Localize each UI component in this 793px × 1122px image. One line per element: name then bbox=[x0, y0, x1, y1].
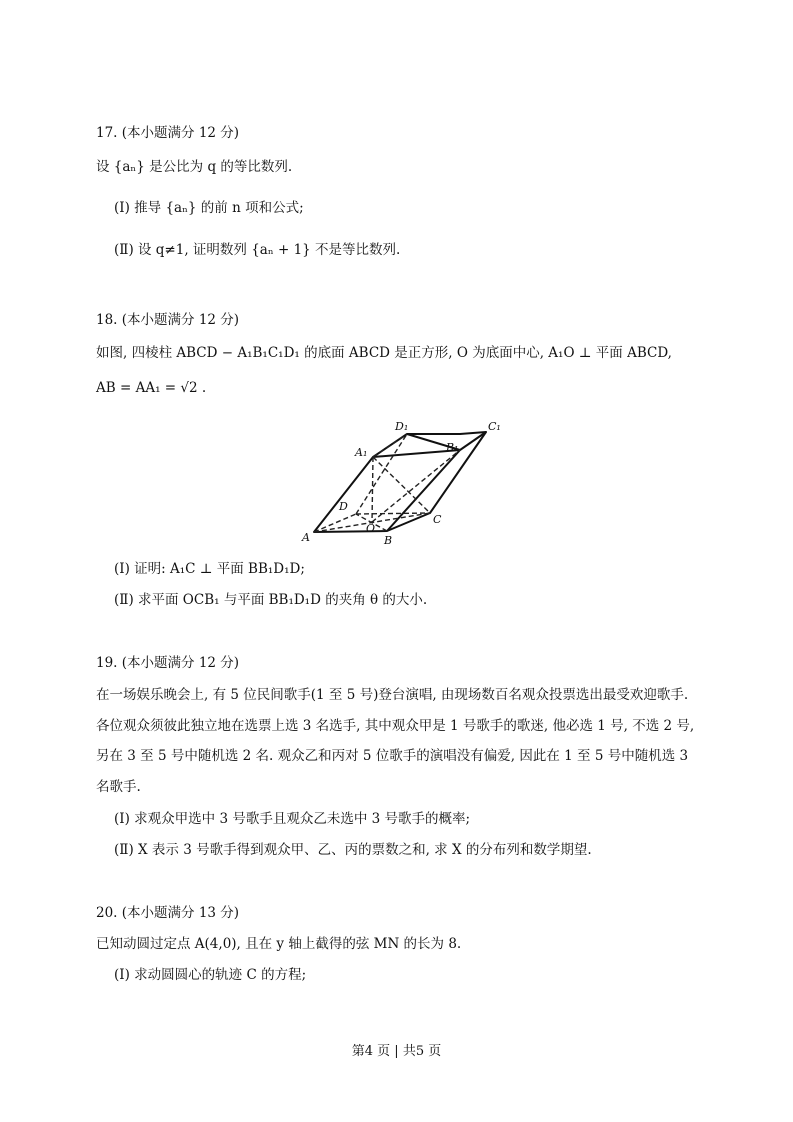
q17-part1: (Ⅰ) 推导 {aₙ} 的前 n 项和公式; bbox=[114, 200, 304, 216]
label-B1: B₁ bbox=[446, 441, 459, 454]
hidden-edge-DC bbox=[356, 513, 430, 514]
label-A1: A₁ bbox=[355, 446, 368, 459]
q18-part2: (Ⅱ) 求平面 OCB₁ 与平面 BB₁D₁D 的夹角 θ 的大小. bbox=[114, 592, 428, 608]
hidden-A1O bbox=[372, 457, 373, 522]
q19-stem-line1: 在一场娱乐晚会上, 有 5 位民间歌手(1 至 5 号)登台演唱, 由现场数百名观众投票选出最受欢迎歌手. bbox=[96, 687, 689, 703]
q18-stem-line1: 如图, 四棱柱 ABCD − A₁B₁C₁D₁ 的底面 ABCD 是正方形, O 为底面中心, A₁O ⊥ 平面 ABCD, bbox=[96, 345, 672, 361]
q17-part2: (Ⅱ) 设 q≠1, 证明数列 {aₙ + 1} 不是等比数列. bbox=[114, 242, 401, 258]
q19-stem-line4: 名歌手. bbox=[96, 779, 141, 795]
q17-stem: 设 {aₙ} 是公比为 q 的等比数列. bbox=[96, 159, 293, 175]
q17-heading: 17. (本小题满分 12 分) bbox=[96, 125, 240, 141]
label-A: A bbox=[302, 531, 310, 544]
hidden-A1C bbox=[373, 457, 430, 513]
q20-stem: 已知动圆过定点 A(4,0), 且在 y 轴上截得的弦 MN 的长为 8. bbox=[96, 936, 462, 952]
q18-part1: (Ⅰ) 证明: A₁C ⊥ 平面 BB₁D₁D; bbox=[114, 561, 305, 577]
q18-heading: 18. (本小题满分 12 分) bbox=[96, 312, 240, 328]
q19-stem-line2: 各位观众须彼此独立地在选票上选 3 名选手, 其中观众甲是 1 号歌手的歌迷, 他必选 1 号, 不选 2 号, bbox=[96, 718, 695, 734]
label-C1: C₁ bbox=[488, 420, 501, 433]
page-footer: 第4 页 | 共5 页 bbox=[351, 1044, 442, 1059]
q20-heading: 20. (本小题满分 13 分) bbox=[96, 905, 240, 921]
q19-part1: (Ⅰ) 求观众甲选中 3 号歌手且观众乙未选中 3 号歌手的概率; bbox=[114, 811, 471, 827]
label-D1: D₁ bbox=[395, 420, 409, 433]
label-D: D bbox=[339, 500, 348, 513]
q19-heading: 19. (本小题满分 12 分) bbox=[96, 655, 240, 671]
q19-stem-line3: 另在 3 至 5 号中随机选 2 名. 观众乙和丙对 5 位歌手的演唱没有偏爱, 因此在 1 至 5 号中随机选 3 bbox=[96, 748, 689, 764]
label-O: O bbox=[366, 522, 376, 535]
hidden-OB1 bbox=[372, 450, 460, 522]
label-C: C bbox=[433, 513, 442, 526]
label-B: B bbox=[384, 534, 393, 547]
q20-part1: (Ⅰ) 求动圆圆心的轨迹 C 的方程; bbox=[114, 967, 307, 983]
q18-stem-line2: AB = AA₁ = √2 . bbox=[96, 380, 207, 396]
q19-part2: (Ⅱ) X 表示 3 号歌手得到观众甲、乙、丙的票数之和, 求 X 的分布列和数学期望. bbox=[114, 842, 592, 858]
prism-figure bbox=[300, 410, 510, 550]
